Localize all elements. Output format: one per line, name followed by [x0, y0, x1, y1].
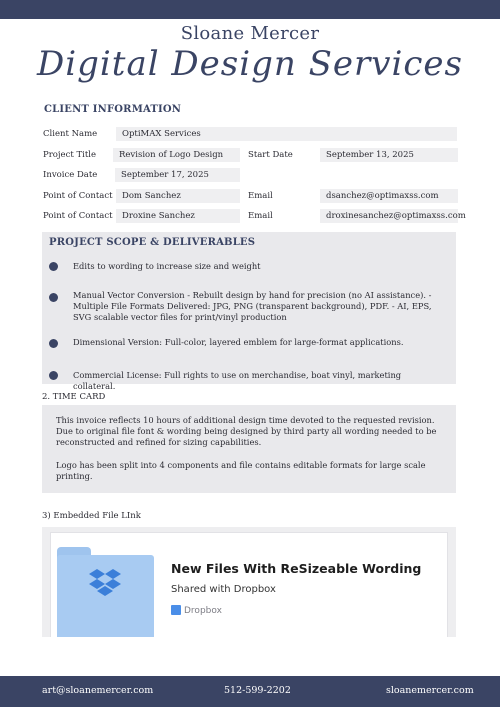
- designer-name: Sloane Mercer: [180, 23, 320, 44]
- contact-email-label: Email: [248, 191, 273, 201]
- scope-item: Edits to wording to increase size and weight: [73, 261, 261, 271]
- top-bar: [0, 0, 500, 19]
- embed-container: [42, 527, 456, 637]
- contact-name-value: Dom Sanchez: [116, 189, 240, 203]
- contact-email-label: Email: [248, 211, 273, 221]
- time-card-paragraph: This invoice reflects 10 hours of additional design time devoted to the requested revision. Due to original file font & wording being designed by third party all wording needed to be reconstructed and refined for sizing capabilities.: [56, 415, 437, 447]
- dropbox-logo-icon: [89, 568, 121, 596]
- footer-phone[interactable]: 512-599-2202: [224, 685, 291, 696]
- bullet-icon: [49, 293, 58, 302]
- project-title-label: Project Title: [43, 150, 96, 160]
- scope-item: Dimensional Version: Full-color, layered emblem for large-format applications.: [73, 337, 404, 347]
- invoice-date-value: September 17, 2025: [115, 168, 240, 182]
- contact-label: Point of Contact: [43, 211, 113, 221]
- contact-email-value: droxinesanchez@optimaxss.com: [320, 209, 458, 223]
- card-title[interactable]: New Files With ReSizeable Wording: [171, 561, 422, 576]
- contact-label: Point of Contact: [43, 191, 113, 201]
- card-brand: Dropbox: [184, 606, 222, 616]
- dropbox-icon: [171, 605, 181, 615]
- footer-website[interactable]: sloanemercer.com: [386, 685, 474, 696]
- footer-bar: [0, 676, 500, 707]
- client-name-label: Client Name: [43, 129, 98, 139]
- scope-panel: [42, 232, 456, 391]
- time-card-paragraph: Logo has been split into 4 components and file contains editable formats for large scale printing.: [56, 460, 426, 481]
- dropbox-link-card[interactable]: [50, 532, 448, 637]
- time-card-title: 2. TIME CARD: [42, 392, 106, 402]
- client-name-value: OptiMAX Services: [116, 127, 457, 141]
- time-card-panel: [42, 405, 456, 493]
- bullet-icon: [49, 339, 58, 348]
- contact-name-value: Droxine Sanchez: [116, 209, 240, 223]
- client-info-title: CLIENT INFORMATION: [44, 104, 182, 115]
- footer-email[interactable]: art@sloanemercer.com: [42, 685, 154, 696]
- project-title-value: Revision of Logo Design: [113, 148, 240, 162]
- scope-item: Commercial License: Full rights to use on merchandise, boat vinyl, marketing collateral.: [73, 370, 402, 391]
- card-subtitle: Shared with Dropbox: [171, 584, 276, 595]
- bullet-icon: [49, 371, 58, 380]
- scope-item: Manual Vector Conversion - Rebuilt design by hand for precision (no AI assistance). - Multiple File Formats Delivered: JPG, PNG (transparent background), PDF. - AI, EPS, SVG scalable vector files for print/vinyl production: [73, 290, 432, 322]
- script-title: Digital Design Services: [37, 44, 463, 84]
- embed-title: 3) Embedded File LInk: [42, 511, 141, 521]
- contact-email-value: dsanchez@optimaxss.com: [320, 189, 458, 203]
- bullet-icon: [49, 262, 58, 271]
- folder-icon: [57, 547, 154, 637]
- invoice-date-label: Invoice Date: [43, 170, 98, 180]
- start-date-label: Start Date: [248, 150, 293, 160]
- start-date-value: September 13, 2025: [320, 148, 458, 162]
- scope-title: PROJECT SCOPE & DELIVERABLES: [49, 237, 256, 248]
